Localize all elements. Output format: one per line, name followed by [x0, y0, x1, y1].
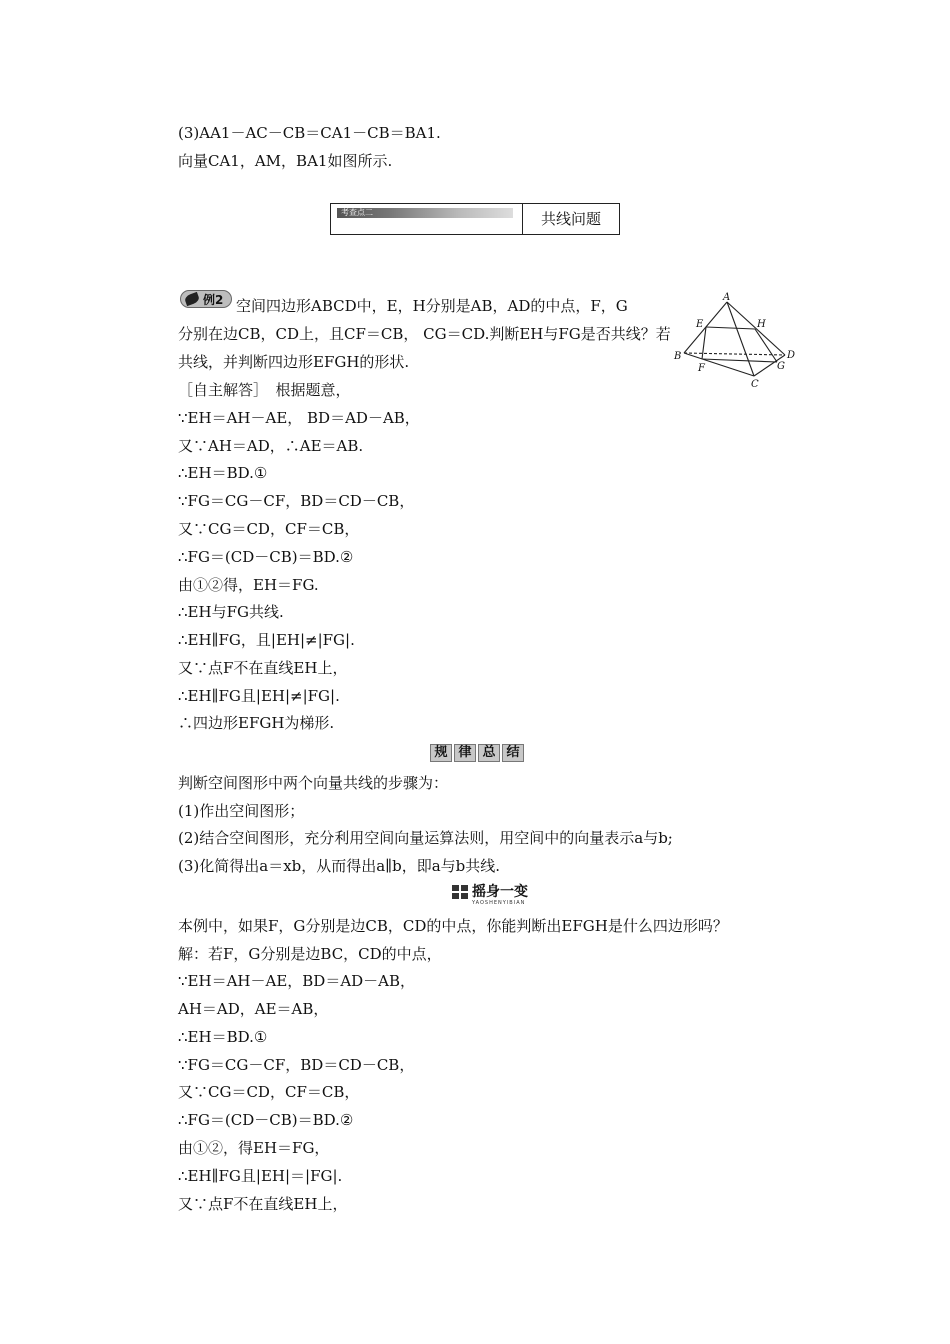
- solution-line: ［自主解答］ 根据题意，: [178, 381, 351, 399]
- variant-line: ∵EH＝AH－AE，BD＝AD－AB，: [178, 972, 416, 990]
- solution-line: ∴EH与FG共线.: [178, 603, 284, 621]
- vertex-label-b: B: [674, 351, 682, 362]
- vertex-label-e: E: [696, 319, 704, 330]
- summary-heading-char: 律: [454, 744, 476, 762]
- summary-line: (3)化简得出a＝xb，从而得出a∥b，即a与b共线.: [178, 857, 501, 875]
- variant-line: ∵FG＝CG－CF，BD＝CD－CB，: [178, 1056, 415, 1074]
- section-tag-cell: [331, 204, 523, 234]
- vertex-label-a: A: [723, 292, 731, 303]
- vertex-label-g: G: [777, 361, 785, 372]
- solution-line: 由①②得，EH＝FG.: [178, 576, 319, 594]
- problem-line: 分别在边CB，CD上，且CF＝CB， CG＝CD.判断EH与FG是否共线？若: [178, 325, 671, 343]
- variant-line: ∴EH＝BD.①: [178, 1028, 268, 1046]
- solution-line: ∴EH∥FG且|EH|≠|FG|.: [178, 687, 340, 705]
- vertex-label-c: C: [751, 379, 759, 390]
- solution-line: ∴四边形EFGH为梯形.: [178, 714, 335, 732]
- text-line: (3)AA1－AC－CB＝CA1－CB＝BA1.: [178, 124, 441, 142]
- solution-line: ∴FG＝(CD－CB)＝BD.②: [178, 548, 354, 566]
- summary-line: 判断空间图形中两个向量共线的步骤为：: [178, 774, 449, 792]
- variant-line: 由①②，得EH＝FG，: [178, 1139, 330, 1157]
- section-title: 共线问题: [540, 210, 601, 228]
- variant-line: 解：若F，G分别是边BC，CD的中点，: [178, 945, 442, 963]
- solution-line: 又∵AH＝AD，∴AE＝AB.: [178, 437, 364, 455]
- vertex-label-h: H: [757, 319, 766, 330]
- variant-heading: [452, 883, 542, 907]
- text-line: 向量CA1，AM，BA1如图所示.: [178, 152, 393, 170]
- tetrahedron-figure: [670, 290, 800, 395]
- variant-line: 本例中，如果F，G分别是边CB，CD的中点，你能判断出EFGH是什么四边形吗？: [178, 917, 728, 935]
- example-badge: [180, 290, 232, 308]
- variant-heading-sub: YAOSHENYIBIAN: [472, 900, 526, 906]
- grid-icon: [452, 885, 468, 899]
- variant-line: ∴FG＝(CD－CB)＝BD.②: [178, 1111, 354, 1129]
- variant-heading-title: 摇身一变: [472, 884, 528, 900]
- variant-line: 又∵点F不在直线EH上，: [178, 1195, 348, 1213]
- pen-icon: [184, 292, 201, 306]
- section-header: [330, 203, 620, 235]
- section-tag: 考查点二: [337, 208, 513, 218]
- variant-line: AH＝AD，AE＝AB，: [178, 1000, 329, 1018]
- variant-line: 又∵CG＝CD，CF＝CB，: [178, 1083, 360, 1101]
- summary-heading-char: 规: [430, 744, 452, 762]
- vertex-label-d: D: [787, 350, 796, 361]
- problem-line: 共线，并判断四边形EFGH的形状.: [178, 353, 410, 371]
- summary-line: (2)结合空间图形，充分利用空间向量运算法则，用空间中的向量表示a与b;: [178, 829, 673, 847]
- solution-line: ∵FG＝CG－CF，BD＝CD－CB，: [178, 492, 415, 510]
- summary-heading-char: 结: [502, 744, 524, 762]
- solution-line: ∵EH＝AH－AE， BD＝AD－AB，: [178, 409, 420, 427]
- solution-line: 又∵CG＝CD，CF＝CB，: [178, 520, 360, 538]
- summary-heading-char: 总: [478, 744, 500, 762]
- problem-line: 空间四边形ABCD中，E，H分别是AB，AD的中点，F，G: [236, 297, 628, 315]
- solution-line: ∴EH＝BD.①: [178, 464, 268, 482]
- solution-line: 又∵点F不在直线EH上，: [178, 659, 348, 677]
- example-badge-label: 例2: [203, 293, 224, 307]
- summary-heading: [430, 744, 524, 762]
- vertex-label-f: F: [698, 363, 705, 374]
- summary-line: (1)作出空间图形；: [178, 802, 305, 820]
- solution-line: ∴EH∥FG，且|EH|≠|FG|.: [178, 631, 355, 649]
- variant-line: ∴EH∥FG且|EH|＝|FG|.: [178, 1167, 343, 1185]
